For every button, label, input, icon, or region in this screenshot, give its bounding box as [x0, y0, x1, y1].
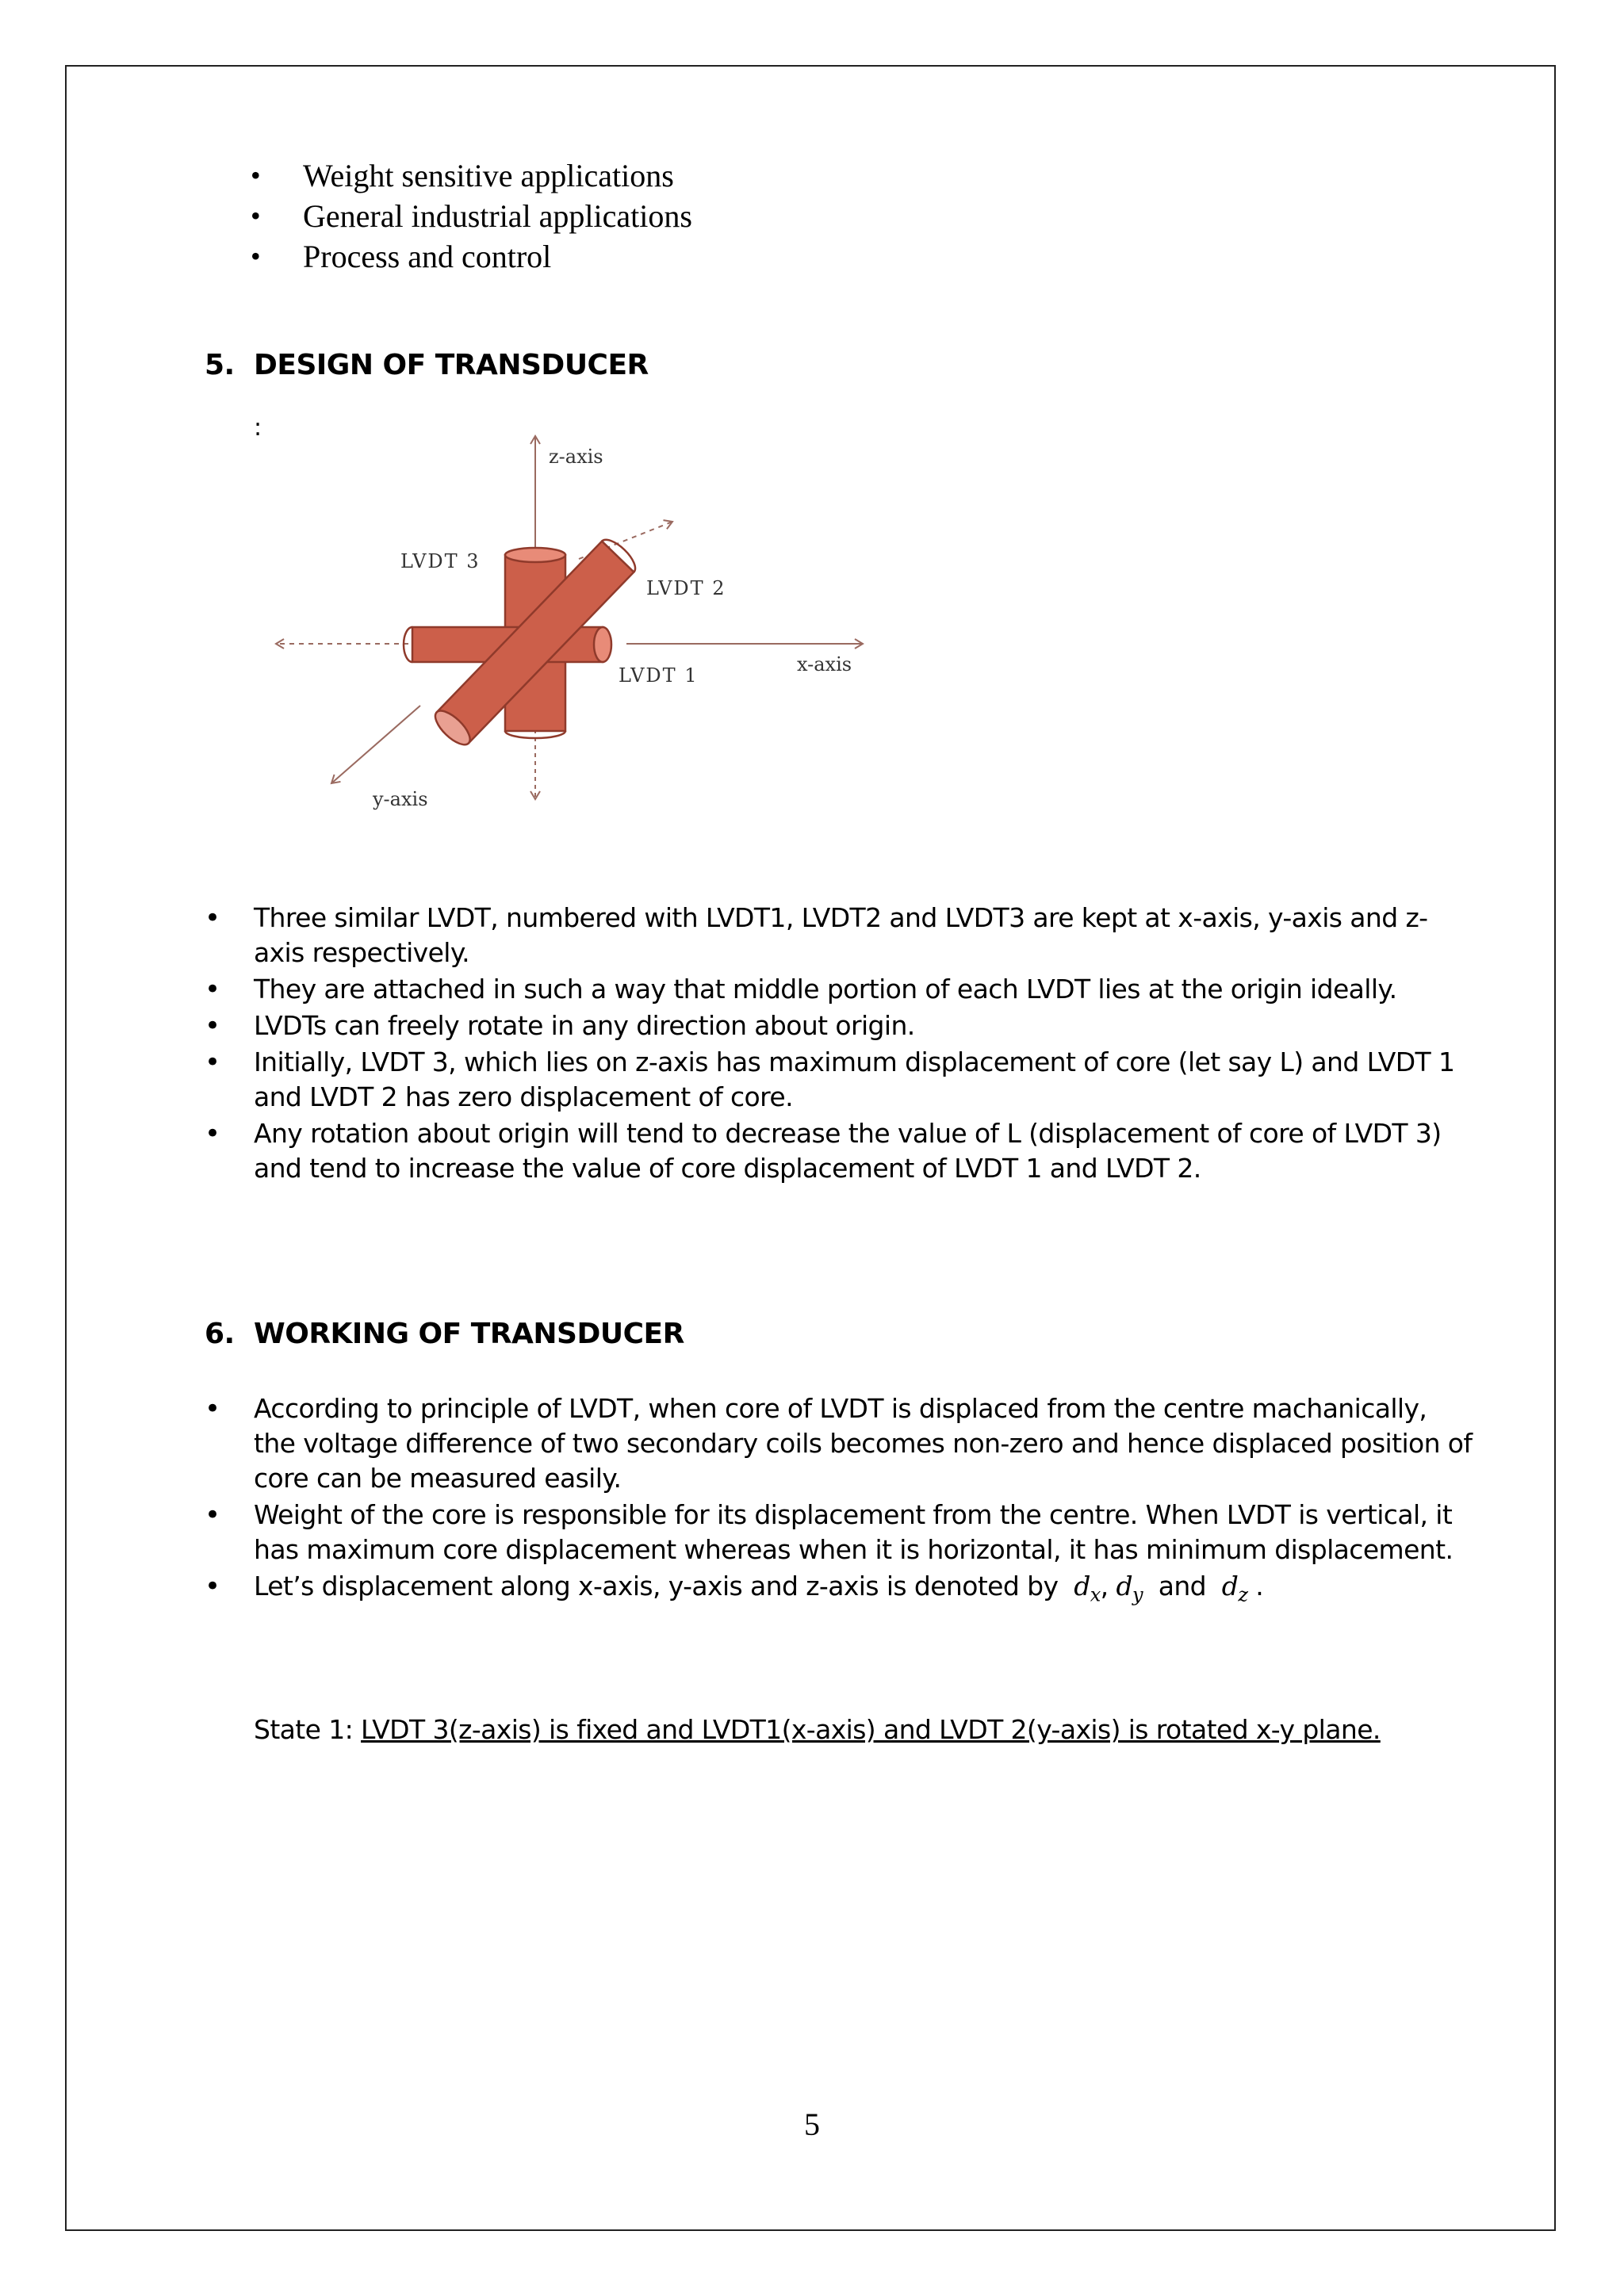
- list-item-text: Process and control: [303, 239, 552, 274]
- page-number: 5: [804, 2107, 820, 2142]
- section-number: 6.: [205, 1318, 235, 1350]
- list-item: • Process and control: [251, 239, 552, 274]
- list-item-text: Any rotation about origin will tend to decrease the value of L (displacement of core of LVDT 3) and tend to increase the value of core displacement of LVDT 1 and LVDT 2.: [254, 1118, 1442, 1184]
- math-subscript: z: [1238, 1583, 1248, 1606]
- list-item: • They are attached in such a way that middle portion of each LVDT lies at the origin ideally.: [205, 974, 1397, 1005]
- list-item: • Let’s displacement along x-axis, y-axis and z-axis is denoted by $d_x$, $d_y$ and $d_z$ .: [205, 1571, 1264, 1606]
- y-axis-label: y-axis: [373, 788, 428, 810]
- list-item: • Weight sensitive applications: [251, 158, 674, 193]
- math-symbol: d: [1116, 1571, 1132, 1601]
- design-bullets: [205, 901, 1473, 1188]
- list-item: • Initially, LVDT 3, which lies on z-axis has maximum displacement of core (let say L) and LVDT 1 and LVDT 2 has zero displacement of core.: [205, 1047, 1455, 1112]
- math-dz: [1221, 1571, 1248, 1606]
- lvdt-axes-diagram: [262, 428, 912, 840]
- list-item-text: LVDTs can freely rotate in any direction about origin.: [254, 1010, 915, 1041]
- list-item-text: Let’s displacement along x-axis, y-axis and z-axis is denoted by: [254, 1571, 1059, 1601]
- math-dx: [1074, 1571, 1101, 1606]
- section-6-heading: [205, 1318, 684, 1350]
- y-axis-line: [331, 706, 420, 783]
- state-label: State 1:: [254, 1714, 354, 1745]
- working-bullets: [205, 1391, 1473, 1614]
- list-item: • According to principle of LVDT, when core of LVDT is displaced from the centre machanically, the voltage difference of two secondary coils becomes non-zero and hence displaced position of core can be measured easily.: [205, 1393, 1473, 1494]
- section-5-heading: [205, 349, 649, 381]
- math-dy: [1116, 1571, 1143, 1606]
- list-item-text: Weight of the core is responsible for its displacement from the centre. When LVDT is vertical, it has maximum core displacement whereas when it is horizontal, it has minimum displacement.: [254, 1499, 1454, 1565]
- list-item: • Weight of the core is responsible for its displacement from the centre. When LVDT is vertical, it has maximum core displacement whereas when it is horizontal, it has minimum displacement.: [205, 1499, 1454, 1565]
- x-axis-label: x-axis: [797, 653, 852, 675]
- math-symbol: d: [1221, 1571, 1239, 1601]
- state-text: LVDT 3(z-axis) is fixed and LVDT1(x-axis) and LVDT 2(y-axis) is rotated x-y plane.: [361, 1714, 1381, 1745]
- list-item: • Three similar LVDT, numbered with LVDT1, LVDT2 and LVDT3 are kept at x-axis, y-axis and z-axis respectively.: [205, 902, 1428, 968]
- applications-list: [247, 155, 692, 277]
- math-period: .: [1255, 1571, 1264, 1601]
- list-item: • General industrial applications: [251, 198, 692, 234]
- z-axis-label: z-axis: [549, 446, 603, 468]
- list-item-text: They are attached in such a way that middle portion of each LVDT lies at the origin ideally.: [254, 974, 1397, 1004]
- list-item-text: Initially, LVDT 3, which lies on z-axis has maximum displacement of core (let say L) and LVDT 1 and LVDT 2 has zero displacement of core.: [254, 1047, 1455, 1112]
- list-item-text: According to principle of LVDT, when core of LVDT is displaced from the centre machanically, the voltage difference of two secondary coils becomes non-zero and hence displaced position of core can be measured easily.: [254, 1393, 1473, 1494]
- list-item: • LVDTs can freely rotate in any direction about origin.: [205, 1010, 915, 1042]
- math-subscript: x: [1090, 1583, 1101, 1606]
- list-item-text: Weight sensitive applications: [303, 158, 674, 193]
- list-item-text: Three similar LVDT, numbered with LVDT1, LVDT2 and LVDT3 are kept at x-axis, y-axis and z-axis respectively.: [254, 902, 1428, 968]
- lvdt2-label: LVDT 2: [646, 577, 726, 599]
- math-and: and: [1158, 1571, 1207, 1601]
- state-1-line: [254, 1714, 1381, 1745]
- section-title: WORKING OF TRANSDUCER: [254, 1318, 684, 1350]
- section-title: DESIGN OF TRANSDUCER: [254, 349, 649, 381]
- math-subscript: y: [1132, 1583, 1143, 1606]
- lvdt1-label: LVDT 1: [619, 664, 699, 687]
- math-comma: ,: [1100, 1571, 1109, 1601]
- lvdt3-label: LVDT 3: [400, 550, 481, 572]
- list-item-text: General industrial applications: [303, 198, 692, 234]
- list-item: • Any rotation about origin will tend to decrease the value of L (displacement of core of LVDT 3) and tend to increase the value of core displacement of LVDT 1 and LVDT 2.: [205, 1118, 1442, 1184]
- section-number: 5.: [205, 349, 235, 381]
- math-symbol: d: [1074, 1571, 1090, 1601]
- colon-mark: :: [254, 414, 262, 442]
